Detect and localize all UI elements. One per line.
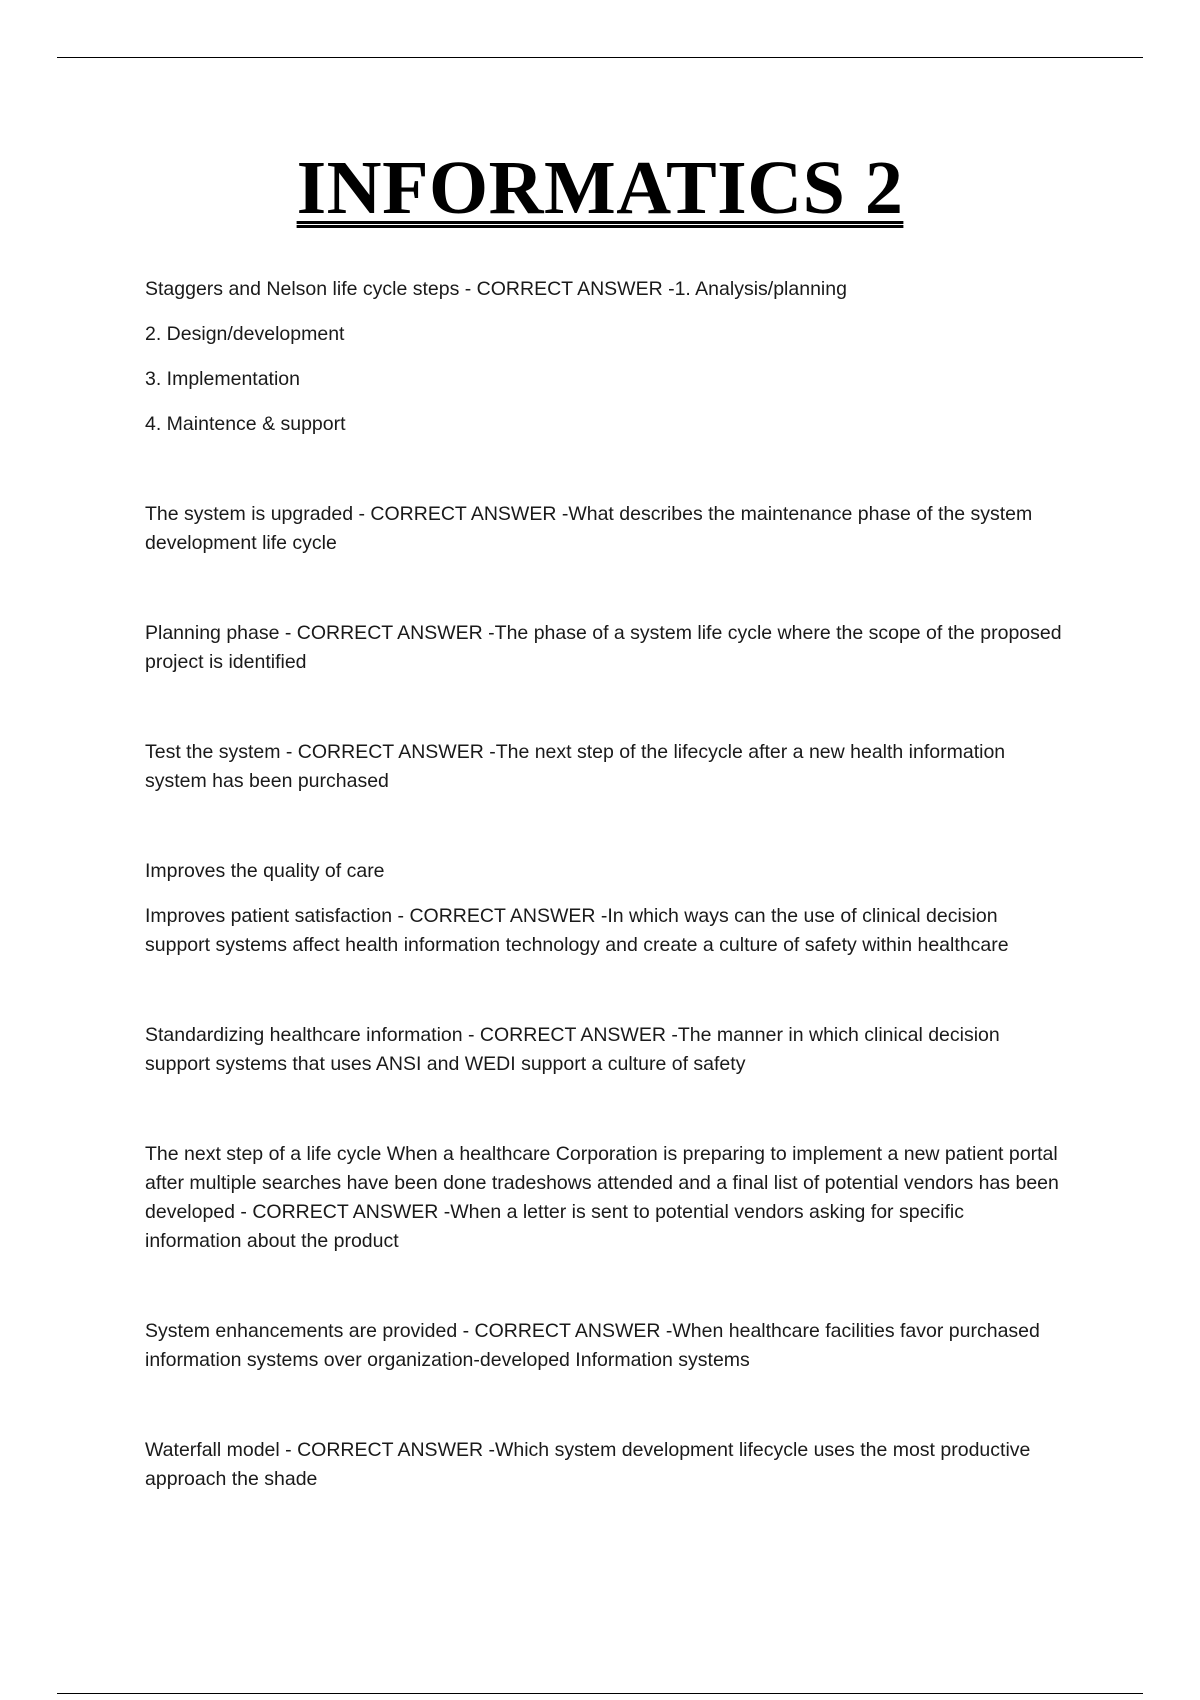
paragraph: Standardizing healthcare information - CORRECT ANSWER -The manner in which clinical decision support systems that uses ANSI and WEDI support a culture of safety — [145, 1024, 1000, 1075]
document-title: INFORMATICS 2 — [296, 146, 904, 230]
title-container — [0, 146, 1200, 230]
document-body — [145, 275, 1065, 1494]
paragraph: 3. Implementation — [145, 368, 301, 390]
paragraph: 4. Maintence & support — [145, 413, 346, 435]
paragraph: Improves patient satisfaction - CORRECT ANSWER -In which ways can the use of clinical decision support systems affect health information technology and create a culture of safety within healthcare — [145, 905, 1009, 956]
paragraph: The next step of a life cycle When a healthcare Corporation is preparing to implement a new patient portal after multiple searches have been done tradeshows attended and a final list of potential vendors has been developed - CORRECT ANSWER -When a letter is sent to potential vendors asking for specific information about the product — [145, 1143, 1059, 1252]
paragraph: Staggers and Nelson life cycle steps - CORRECT ANSWER -1. Analysis/planning — [145, 278, 847, 300]
paragraph: Waterfall model - CORRECT ANSWER -Which system development lifecycle uses the most productive approach the shade — [145, 1439, 1031, 1490]
paragraph: The system is upgraded - CORRECT ANSWER -What describes the maintenance phase of the system development life cycle — [145, 503, 1033, 554]
top-divider — [57, 57, 1143, 58]
paragraph: System enhancements are provided - CORRECT ANSWER -When healthcare facilities favor purchased information systems over organization-developed Information systems — [145, 1320, 1040, 1371]
paragraph: Planning phase - CORRECT ANSWER -The phase of a system life cycle where the scope of the proposed project is identified — [145, 622, 1062, 673]
bottom-divider — [57, 1693, 1143, 1694]
paragraph: Improves the quality of care — [145, 860, 385, 882]
paragraph: Test the system - CORRECT ANSWER -The next step of the lifecycle after a new health information system has been purchased — [145, 741, 1006, 792]
paragraph: 2. Design/development — [145, 323, 345, 345]
